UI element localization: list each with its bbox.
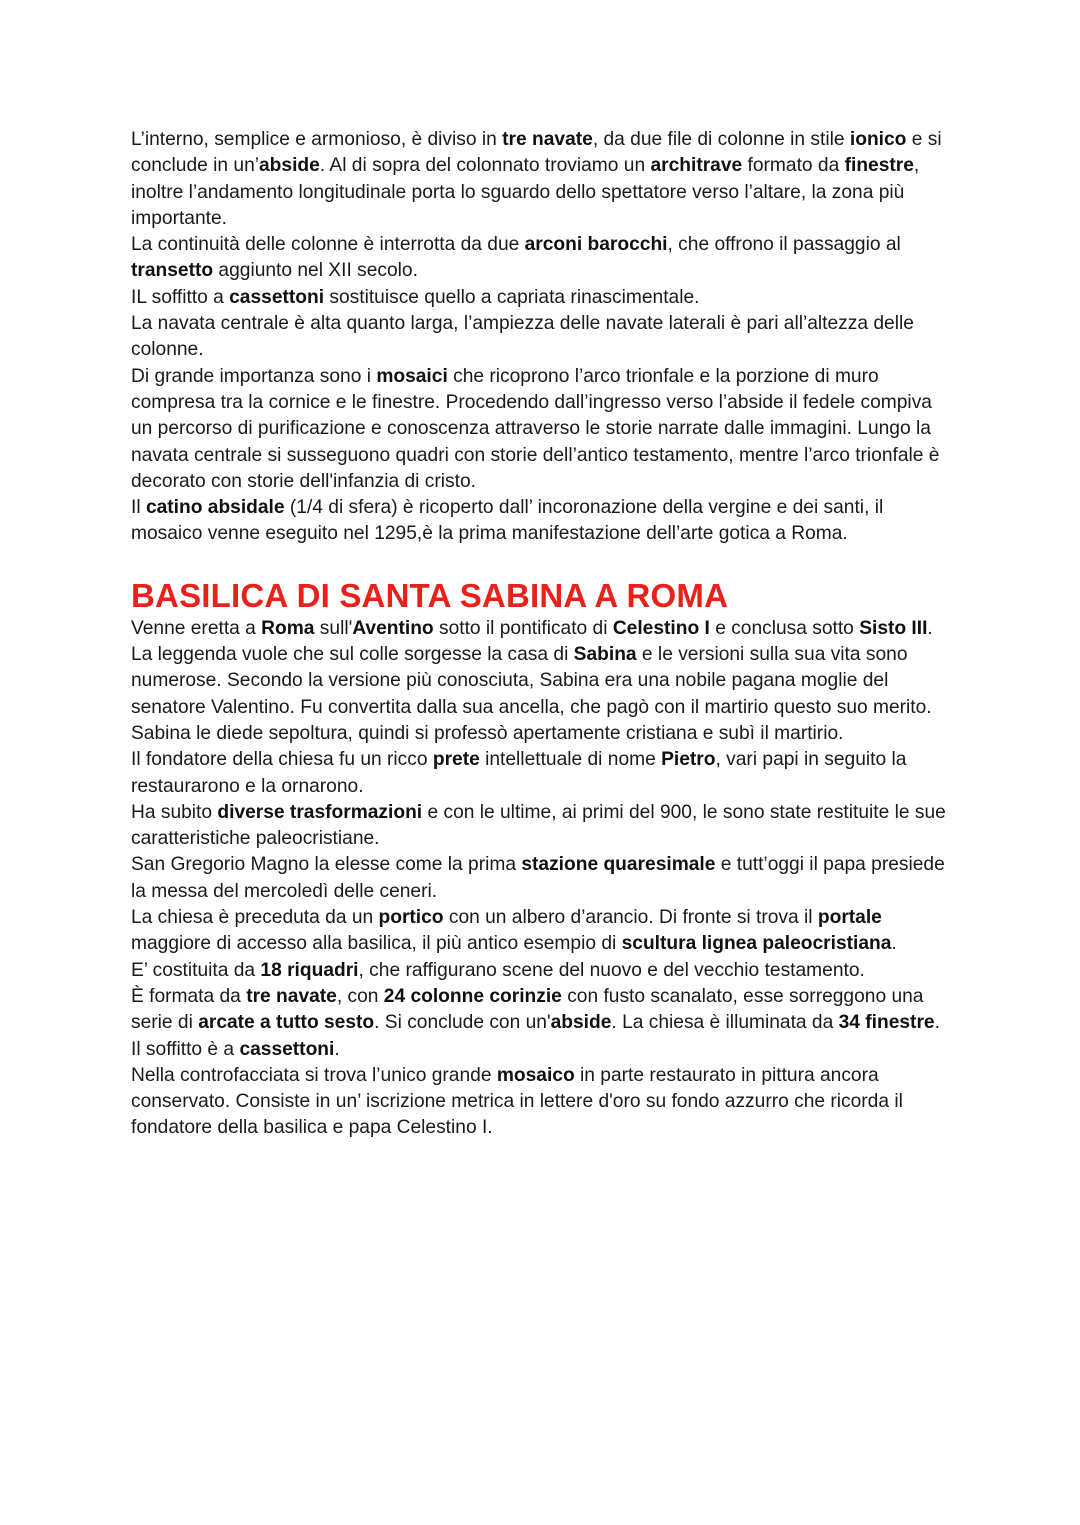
- paragraph: [131, 285, 951, 311]
- text-run: Il fondatore della chiesa fu un ricco: [131, 749, 433, 771]
- bold-term: Celestino I: [612, 617, 710, 639]
- text-run: con un albero d’arancio. Di fronte si trova il: [443, 907, 818, 929]
- intro-section: [131, 127, 951, 548]
- section-body: [131, 616, 951, 1142]
- bold-term: 34 finestre: [838, 1012, 935, 1034]
- text-run: aggiunto nel XII secolo.: [213, 260, 418, 282]
- text-run: L’interno, semplice e armonioso, è diviso in: [131, 129, 503, 150]
- paragraph: [131, 364, 951, 495]
- text-run: sotto il pontificato di: [433, 617, 613, 639]
- paragraph: [131, 232, 951, 285]
- text-run: È formata da: [131, 985, 247, 1007]
- bold-term: mosaici: [376, 365, 448, 387]
- text-run: e conclusa sotto: [709, 617, 860, 639]
- text-run: Di grande importanza sono i: [131, 365, 377, 387]
- text-run: e con le ultime, ai primi del 900, le sono state restituite le sue caratteristiche paleocristiane.: [131, 801, 946, 850]
- paragraph: [131, 984, 951, 1063]
- text-run: E’ costituita da: [131, 959, 261, 981]
- text-run: . Il soffitto è a: [131, 1012, 940, 1060]
- bold-term: scultura lignea paleocristiana: [621, 933, 892, 955]
- paragraph: [131, 905, 951, 958]
- text-run: , che raffigurano scene del nuovo e del vecchio testamento.: [358, 959, 865, 981]
- text-run: .: [334, 1038, 340, 1060]
- text-run: , con: [336, 985, 384, 1007]
- bold-term: stazione quaresimale: [521, 854, 716, 876]
- paragraph: [131, 800, 951, 853]
- text-run: . Al di sopra del colonnato troviamo un: [319, 155, 651, 177]
- text-run: . La chiesa è illuminata da: [611, 1012, 839, 1034]
- paragraph: [131, 495, 951, 548]
- paragraph: [131, 642, 951, 747]
- bold-term: Pietro: [661, 749, 716, 771]
- text-run: e si conclude in un’: [131, 129, 942, 177]
- bold-term: tre navate: [246, 985, 337, 1007]
- text-run: , vari papi in seguito la restaurarono e la ornarono.: [131, 749, 907, 797]
- text-run: sull': [314, 617, 353, 639]
- bold-term: architrave: [650, 155, 743, 177]
- text-run: .: [891, 933, 897, 955]
- paragraph: [131, 852, 951, 905]
- bold-term: 24 colonne corinzie: [383, 985, 562, 1007]
- text-run: intellettuale di nome: [479, 749, 662, 771]
- bold-term: ionico: [849, 129, 907, 150]
- paragraph: [131, 311, 951, 364]
- text-run: La navata centrale è alta quanto larga, l’ampiezza delle navate laterali è pari all’altezza delle colonne.: [131, 313, 914, 361]
- bold-term: 18 riquadri: [260, 959, 359, 981]
- bold-term: cassettoni: [229, 286, 325, 308]
- bold-term: abside: [550, 1012, 612, 1034]
- bold-term: Sabina: [573, 644, 637, 666]
- bold-term: portale: [817, 907, 882, 929]
- text-run: La leggenda vuole che sul colle sorgesse la casa di: [131, 644, 574, 666]
- paragraph: [131, 127, 951, 232]
- bold-term: abside: [259, 155, 320, 177]
- bold-term: cassettoni: [239, 1038, 335, 1060]
- text-run: , da due file di colonne in stile: [592, 129, 850, 150]
- bold-term: arcate a tutto sesto: [198, 1012, 375, 1034]
- text-run: in parte restaurato in pittura ancora conservato. Consiste in un’ iscrizione metrica in lettere d'oro su fondo azzurro che ricorda il fondatore della basilica e papa Celestino I.: [131, 1064, 903, 1139]
- text-run: . Si conclude con un': [374, 1012, 551, 1034]
- text-run: (1/4 di sfera) è ricoperto dall’ incoronazione della vergine e dei santi, il mosaico venne eseguito nel 1295,è la prima manifestazione dell’arte gotica a Roma.: [131, 497, 884, 545]
- text-run: che ricoprono l’arco trionfale e la porzione di muro compresa tra la cornice e le finestre. Procedendo dall’ingresso verso l’abside il fedele compiva un percorso di purificazione e conoscenza attraverso le storie narrate dalle immagini. Lungo la navata centrale si susseguono quadri con storie dell’antico testamento, mentre l’arco trionfale è decorato con storie dell'infanzia di cristo.: [131, 365, 940, 492]
- bold-term: transetto: [131, 260, 214, 282]
- bold-term: Sisto III: [859, 617, 928, 639]
- text-run: Venne eretta a: [131, 617, 262, 639]
- paragraph: [131, 616, 951, 642]
- text-run: , inoltre l’andamento longitudinale porta lo sguardo dello spettatore verso l’altare, la zona più importante.: [131, 155, 920, 229]
- bold-term: tre navate: [502, 129, 593, 150]
- bold-term: Roma: [261, 617, 315, 639]
- bold-term: diverse trasformazioni: [217, 801, 423, 823]
- text-run: , che offrono il passaggio al: [667, 234, 901, 256]
- text-run: La continuità delle colonne è interrotta da due: [131, 234, 525, 256]
- text-run: maggiore di accesso alla basilica, il più antico esempio di: [131, 933, 622, 955]
- text-run: e le versioni sulla sua vita sono numerose. Secondo la versione più conosciuta, Sabina era una nobile pagana moglie del senatore Valentino. Fu convertita dalla sua ancella, che pagò con il martirio questo suo merito. Sabina le diede sepoltura, quindi si professò apertamente cristiana e subì il martirio.: [131, 644, 932, 744]
- bold-term: mosaico: [496, 1064, 575, 1086]
- text-run: Nella controfacciata si trova l’unico grande: [131, 1064, 497, 1086]
- text-run: IL soffitto a: [131, 286, 230, 308]
- bold-term: arconi barocchi: [524, 234, 668, 256]
- paragraph: [131, 958, 951, 984]
- paragraph: [131, 747, 951, 800]
- text-run: San Gregorio Magno la elesse come la prima: [131, 854, 522, 876]
- text-run: sostituisce quello a capriata rinascimentale.: [324, 286, 700, 308]
- paragraph: [131, 1063, 951, 1142]
- text-run: Il: [131, 497, 146, 519]
- document-page: [131, 127, 951, 1142]
- section-heading: BASILICA DI SANTA SABINA A ROMA: [131, 576, 729, 614]
- text-run: e tutt’oggi il papa presiede la messa del mercoledì delle ceneri.: [131, 854, 945, 902]
- text-run: La chiesa è preceduta da un: [131, 907, 379, 929]
- bold-term: Aventino: [352, 617, 434, 639]
- text-run: .: [927, 617, 933, 639]
- bold-term: catino absidale: [145, 497, 285, 519]
- bold-term: finestre: [844, 155, 914, 177]
- bold-term: prete: [432, 749, 480, 771]
- bold-term: portico: [378, 907, 444, 929]
- text-run: con fusto scanalato, esse sorreggono una serie di: [131, 985, 924, 1034]
- text-run: formato da: [742, 155, 845, 177]
- text-run: Ha subito: [131, 801, 218, 823]
